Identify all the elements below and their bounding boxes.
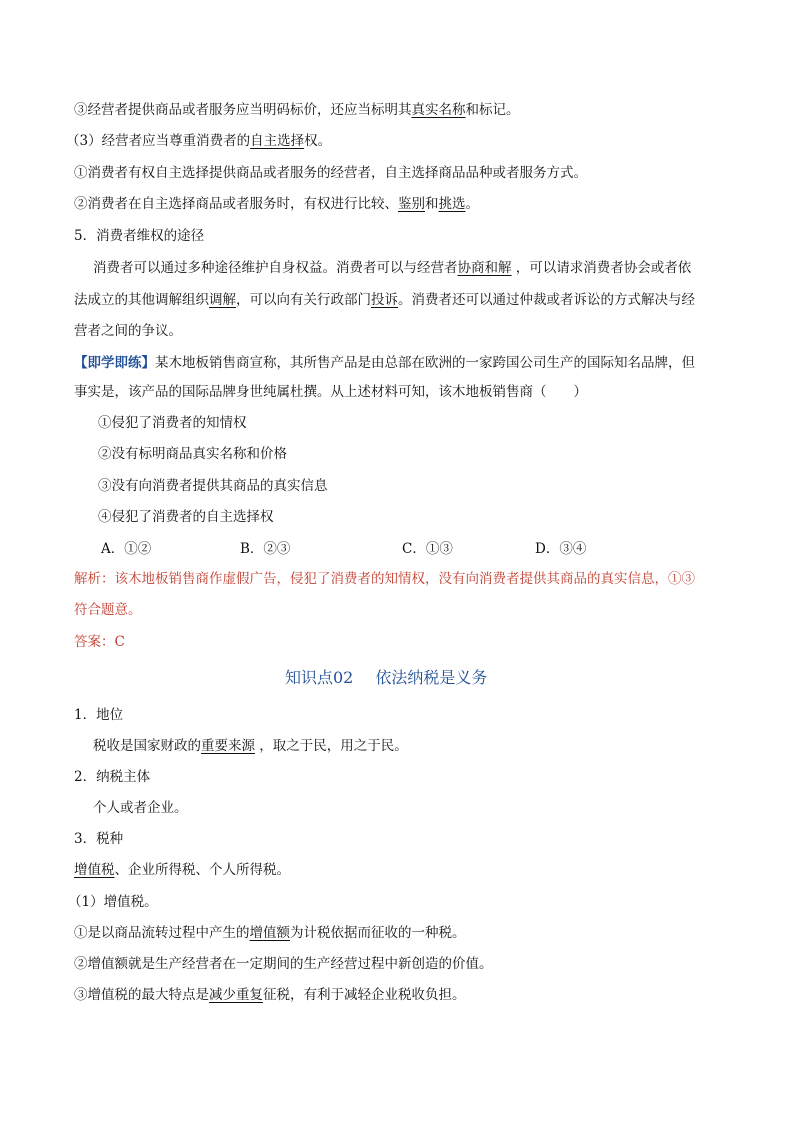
section-heading-rights-channels: 5．消费者维权的途径 [74,228,205,244]
underlined-term: 增值税 [74,862,115,878]
subsection-vat: （1）增值税。 [68,894,158,910]
section-heading-status: 1．地位 [74,707,124,723]
underlined-term: 投诉 [371,292,398,308]
exercise-item: ④侵犯了消费者的自主选择权 [98,509,274,525]
paragraph-price-marking: ③经营者提供商品或者服务应当明码标价，还应当标明其真实名称和标记。 [74,102,520,118]
exercise-question: 【即学即练】某木地板销售商宣称，其所售产品是由总部在欧洲的一家跨国公司生产的国际知名品牌，但 [74,355,695,371]
paragraph-vat-1: ①是以商品流转过程中产生的增值额为计税依据而征收的一种税。 [74,925,466,941]
paragraph-choice-1: ①消费者有权自主选择提供商品或者服务的经营者，自主选择商品品种或者服务方式。 [74,165,587,181]
underlined-term: 减少重复 [209,987,263,1003]
exercise-item: ②没有标明商品真实名称和价格 [98,446,287,462]
paragraph-tax-types: 增值税、企业所得税、个人所得税。 [74,862,290,878]
exercise-tag: 【即学即练】 [74,355,155,371]
paragraph-rights-2: 法成立的其他调解组织调解，可以向有关行政部门投诉。消费者还可以通过仲裁或者诉讼的方式解决与经 [74,292,695,308]
paragraph-vat-2: ②增值额就是生产经营者在一定期间的生产经营过程中新创造的价值。 [74,956,493,972]
underlined-term: 挑选 [438,196,466,212]
paragraph-rights-1: 消费者可以通过多种途径维护自身权益。消费者可以与经营者协商和解 ，可以请求消费者协会或者依 [93,260,692,276]
exercise-answer: 答案：C [74,634,125,650]
underlined-term: 增值额 [249,925,290,941]
exercise-item: ③没有向消费者提供其商品的真实信息 [98,478,328,494]
paragraph-choice-2: ②消费者在自主选择商品或者服务时，有权进行比较、鉴别和挑选。 [74,196,479,212]
section-heading-taxpayer: 2．纳税主体 [74,769,151,785]
paragraph-vat-3: ③增值税的最大特点是减少重复征税，有利于减轻企业税收负担。 [74,987,466,1003]
knowledge-point-title: 依法纳税是义务 [375,668,488,687]
option-a: A．①② [101,541,152,557]
exercise-analysis-cont: 符合题意。 [74,602,142,618]
underlined-term: 自主选择 [250,133,305,149]
underlined-term: 真实名称 [411,102,466,118]
paragraph-status: 税收是国家财政的重要来源 ，取之于民，用之于民。 [93,738,408,754]
knowledge-point-number: 知识点02 [285,668,354,687]
paragraph-taxpayer: 个人或者企业。 [93,800,188,816]
underlined-term: 协商和解 [457,260,512,276]
underlined-term: 重要来源 [201,738,255,754]
underlined-term: 鉴别 [398,196,425,212]
underlined-term: 调解 [209,292,236,308]
option-d: D．③④ [535,541,587,557]
exercise-item: ①侵犯了消费者的知情权 [98,415,247,431]
section-heading-tax-types: 3．税种 [74,831,124,847]
exercise-question-cont: 事实是，该产品的国际品牌身世纯属杜撰。从上述材料可知，该木地板销售商（ ） [74,384,587,400]
knowledge-point-heading [285,667,487,689]
option-b: B．②③ [240,541,291,557]
paragraph-rights-3: 营者之间的争议。 [74,323,182,339]
paragraph-choice-right: （3）经营者应当尊重消费者的自主选择权。 [66,133,332,149]
option-c: C．①③ [402,541,453,557]
exercise-analysis: 解析：该木地板销售商作虚假广告，侵犯了消费者的知情权，没有向消费者提供其商品的真实信息，①③ [74,571,695,587]
